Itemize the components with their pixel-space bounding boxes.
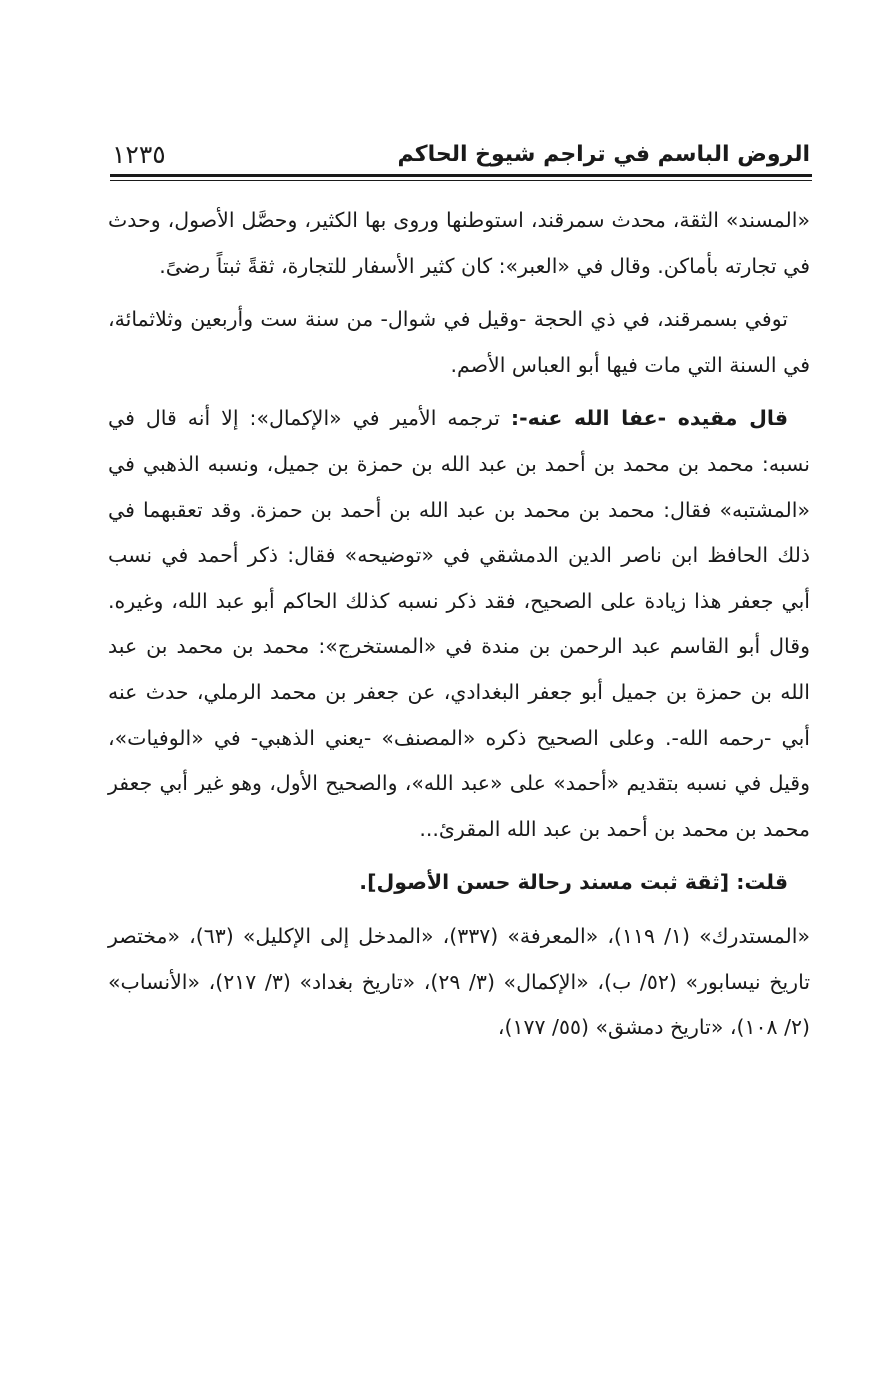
page-number: ١٢٣٥	[112, 140, 166, 169]
running-header	[112, 128, 810, 170]
paragraph-sources: «المستدرك» (١/ ١١٩)، «المعرفة» (٣٣٧)، «المدخل إلى الإكليل» (٦٣)، «مختصر تاريخ نيسابور» (٥٢/ ب)، «الإكمال» (٣/ ٢٩)، «تاريخ بغداد» (٣/ ٢١٧)، «الأنساب» (٢/ ١٠٨)، «تاريخ دمشق» (٥٥/ ١٧٧)،	[108, 923, 811, 1040]
paragraph-death: توفي بسمرقند، في ذي الحجة -وقيل في شوال- من سنة ست وأربعين وثلاثمائة، في السنة التي مات فيها أبو العباس الأصم.	[108, 307, 810, 377]
book-title: الروض الباسم في تراجم شيوخ الحاكم	[397, 142, 810, 167]
paragraph-biography: «المسند» الثقة، محدث سمرقند، استوطنها وروى بها الكثير، وحصَّل الأصول، وحدث في تجارته بأماكن. وقال في «العبر»: كان كثير الأسفار للتجارة، ثقةً ثبتاً رضىً.	[108, 208, 810, 278]
header-rule-thick	[110, 174, 812, 177]
body-text	[108, 198, 810, 1059]
editor-note-lead: قال مقيده -عفا الله عنه-:	[510, 406, 788, 431]
paragraph-editor-note	[108, 396, 810, 852]
verdict-text: [ثقة ثبت مسند رحالة حسن الأصول].	[359, 870, 737, 895]
header-rule-thin	[110, 180, 812, 181]
verdict-lead: قلت:	[736, 870, 788, 895]
paragraph-verdict	[108, 860, 810, 906]
editor-note-text: ترجمه الأمير في «الإكمال»: إلا أنه قال في نسبه: محمد بن محمد بن أحمد بن عبد الله بن حمزة بن جميل، ونسبه الذهبي في «المشتبه» فقال: محمد بن محمد بن عبد الله بن أحمد بن حمزة. وقد تعقبهما في ذلك الحافظ ابن ناصر الدين الدمشقي في «توضيحه» فقال: ذكر أحمد في نسب أبي جعفر هذا زيادة على الصحيح، فقد ذكر نسبه كذلك الحاكم أبو عبد الله، وغيره. وقال أبو القاسم عبد الرحمن بن مندة في «المستخرج»: محمد بن محمد بن عبد الله بن حمزة بن جميل أبو جعفر البغدادي، عن جعفر بن محمد الرملي، حدث عنه أبي -رحمه الله-. وعلى الصحيح ذكره «المصنف» -يعني الذهبي- في «الوفيات»، وقيل في نسبه بتقديم «أحمد» على «عبد الله»، والصحيح الأول، وهو غير أبي جعفر محمد بن محمد بن أحمد بن عبد الله المقرئ...	[108, 406, 810, 841]
